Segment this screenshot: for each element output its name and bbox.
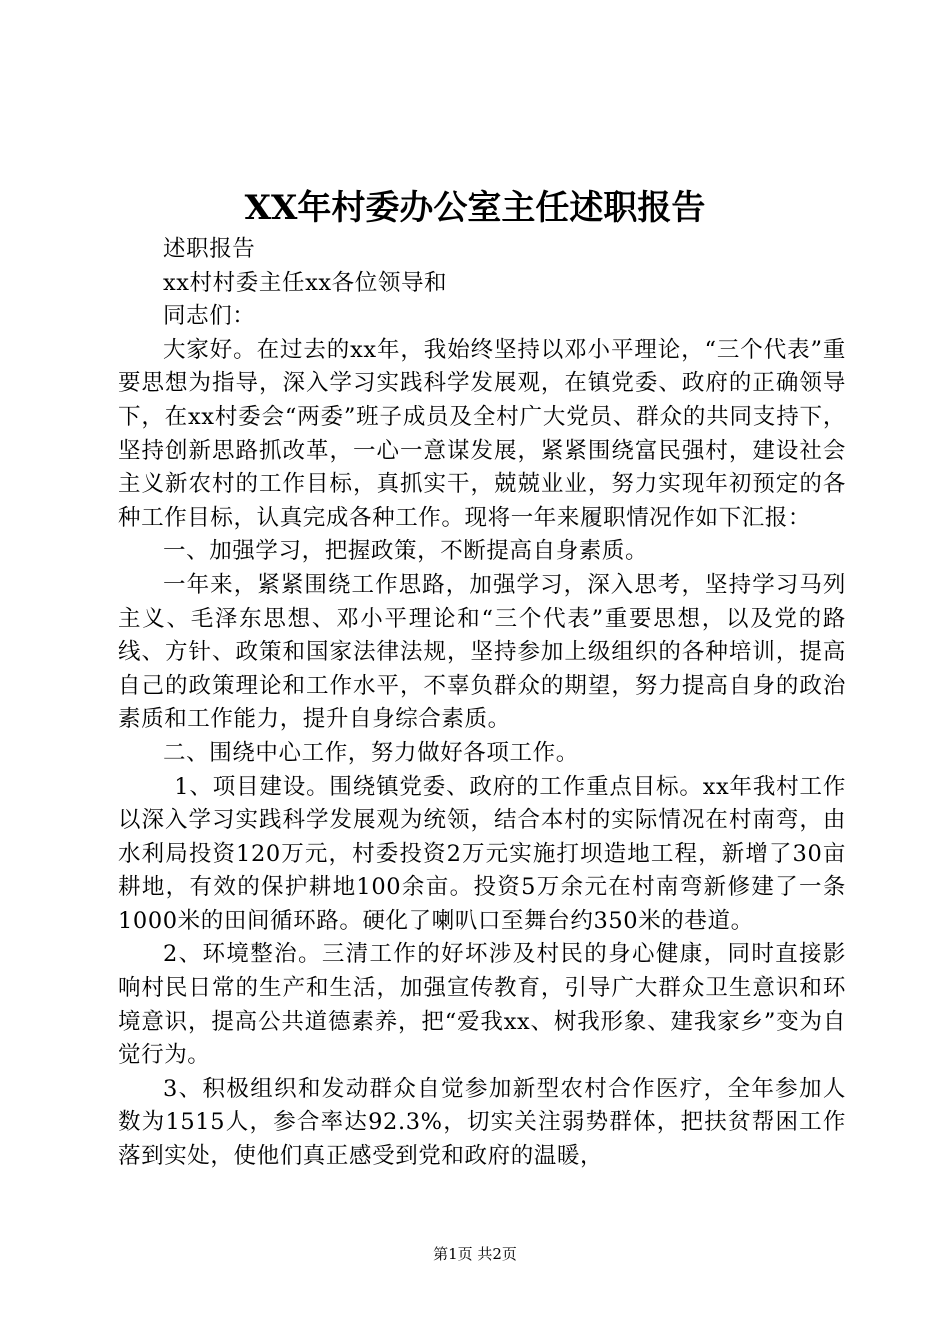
paragraph-project: 1、项目建设。围绕镇党委、政府的工作重点目标。xx年我村工作以深入学习实践科学发展观为统领，结合本村的实际情况在村南弯，由水利局投资120万元，村委投资2万元实施打坝造地工程，新增了30亩耕地，有效的保护耕地100余亩。投资5万余元在村南弯新修建了一条1000米的田间循环路。硬化了喇叭口至舞台约350米的巷道。	[118, 773, 846, 934]
section-heading-1: 一、加强学习，把握政策，不断提高自身素质。	[163, 538, 649, 565]
paragraph-salutation: 同志们：	[163, 303, 256, 330]
paragraph-author: xx村村委主任xx各位领导和	[163, 269, 448, 296]
paragraph-heading: 述职报告	[163, 236, 256, 262]
document-title: XX年村委办公室主任述职报告	[244, 188, 706, 228]
paragraph-intro: 大家好。在过去的xx年，我始终坚持以邓小平理论，“三个代表”重要思想为指导，深入学习实践科学发展观，在镇党委、政府的正确领导下，在xx村委会“两委”班子成员及全村广大党员、群众的共同支持下，坚持创新思路抓改革，一心一意谋发展，紧紧围绕富民强村，建设社会主义新农村的工作目标，真抓实干，兢兢业业，努力实现年初预定的各种工作目标，认真完成各种工作。现将一年来履职情况作如下汇报：	[118, 336, 846, 531]
paragraph-study: 一年来，紧紧围绕工作思路，加强学习，深入思考，坚持学习马列主义、毛泽东思想、邓小平理论和“三个代表”重要思想，以及党的路线、方针、政策和国家法律法规，坚持参加上级组织的各种培训，提高自己的政策理论和工作水平，不辜负群众的期望，努力提高自身的政治素质和工作能力，提升自身综合素质。	[118, 571, 846, 733]
paragraph-medical: 3、积极组织和发动群众自觉参加新型农村合作医疗，全年参加人数为1515人，参合率达92.3%，切实关注弱势群体，把扶贫帮困工作落到实处，使他们真正感受到党和政府的温暖，	[118, 1075, 846, 1170]
section-heading-2: 二、围绕中心工作，努力做好各项工作。	[163, 739, 579, 766]
paragraph-environment: 2、环境整治。三清工作的好坏涉及村民的身心健康，同时直接影响村民日常的生产和生活，加强宣传教育，引导广大群众卫生意识和环境意识，提高公共道德素养，把“爱我xx、树我形象、建我家乡”变为自觉行为。	[118, 941, 846, 1069]
page-footer: 第1页 共2页	[433, 1245, 517, 1263]
document-body	[118, 233, 846, 1174]
